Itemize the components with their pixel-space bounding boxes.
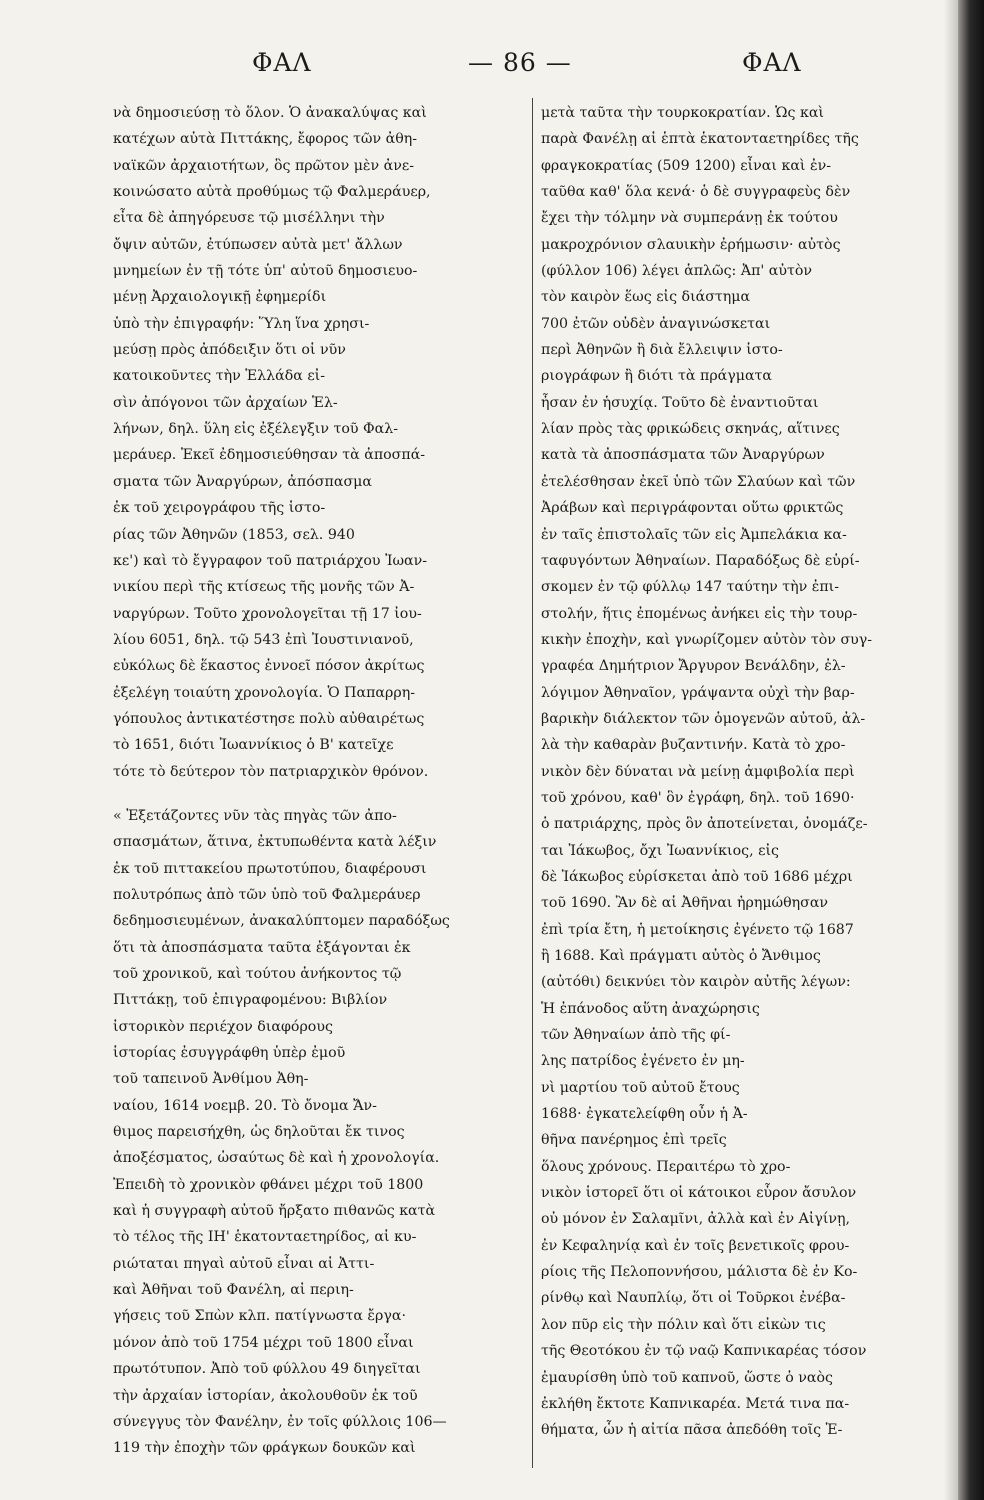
text-line: μόνον ἀπὸ τοῦ 1754 μέχρι τοῦ 1800 εἶναι xyxy=(113,1334,414,1351)
text-line: 119 τὴν ἐποχὴν τῶν φράγκων δουκῶν καὶ xyxy=(113,1440,416,1457)
text-line: ταφυγόντων Ἀθηναίων. Παραδόξως δὲ εὑρί- xyxy=(541,552,860,569)
text-line: μεράυερ. Ἐκεῖ ἐδημοσιεύθησαν τὰ ἀποσπά- xyxy=(113,447,426,464)
text-line: ἦσαν ἐν ἡσυχίᾳ. Τοῦτο δὲ ἐναντιοῦται xyxy=(541,394,819,411)
text-line: μνημείων ἐν τῇ τότε ὑπ' αὐτοῦ δημοσιευο- xyxy=(113,263,418,280)
text-line: ρίοις τῆς Πελοποννήσου, μάλιστα δὲ ἐν Κο- xyxy=(541,1264,858,1281)
text-line: ταῦθα καθ' ὅλα κενά· ὁ δὲ συγγραφεὺς δὲν xyxy=(541,184,851,201)
text-line: λον πῦρ εἰς τὴν πόλιν καὶ ὅτι εἰκὼν τις xyxy=(541,1316,826,1333)
text-line: κε') καὶ τὸ ἔγγραφον τοῦ πατριάρχου Ἰωαν- xyxy=(113,552,428,569)
text-line: ἐτελέσθησαν ἐκεῖ ὑπὸ τῶν Σλαύων καὶ τῶν xyxy=(541,473,856,490)
text-line: μετὰ ταῦτα τὴν τουρκοκρατίαν. Ὡς καὶ xyxy=(541,105,824,121)
text-line: ὑπὸ τὴν ἐπιγραφήν: Ὕλη ἵνα χρησι- xyxy=(113,315,370,332)
text-line: σὶν ἀπόγονοι τῶν ἀρχαίων Ἑλ- xyxy=(113,394,338,411)
text-line: (αὐτόθι) δεικνύει τὸν καιρὸν αὐτῆς λέγων: xyxy=(541,974,851,991)
text-line: τὸν καιρὸν ἕως εἰς διάστημα xyxy=(541,289,751,306)
text-line: 1688· ἐγκατελείφθη οὖν ἡ Ἀ- xyxy=(541,1106,748,1123)
text-line: ναίου, 1614 νοεμβ. 20. Τὸ ὄνομα Ἄν- xyxy=(113,1097,377,1114)
text-line: θιμος παρεισήχθη, ὡς δηλοῦται ἔκ τινος xyxy=(113,1124,405,1141)
right-column xyxy=(541,100,949,1444)
text-line: νὶ μαρτίου τοῦ αὐτοῦ ἔτους xyxy=(541,1079,740,1096)
text-line: στολήν, ἥτις ἐπομένως ἀνήκει εἰς τὴν τουρ- xyxy=(541,605,858,622)
text-line: ἢ 1688. Καὶ πράγματι αὐτὸς ὁ Ἄνθιμος xyxy=(541,948,821,964)
text-line: ὅλους χρόνους. Περαιτέρω τὸ χρο- xyxy=(541,1158,791,1175)
text-line: νικὸν δὲν δύναται νὰ μείνῃ ἀμφιβολία περὶ xyxy=(541,763,855,780)
text-line: ται Ἰάκωβος, ὄχι Ἰωαννίκιος, εἰς xyxy=(541,842,779,859)
text-line: ἐμαυρίσθη ὑπὸ τοῦ καπνοῦ, ὥστε ὁ ναὸς xyxy=(541,1369,833,1386)
text-line: σύνεγγυς τὸν Φανέλην, ἐν τοῖς φύλλοις 106— xyxy=(113,1413,447,1430)
text-line: οὐ μόνον ἐν Σαλαμῖνι, ἀλλὰ καὶ ἐν Αἰγίνῃ, xyxy=(541,1211,851,1228)
text-line: καὶ Ἀθῆναι τοῦ Φανέλη, αἱ περιη- xyxy=(113,1282,354,1299)
text-line: μεύσῃ πρὸς ἀπόδειξιν ὅτι οἱ νῦν xyxy=(113,342,346,359)
text-line: λόγιμον Ἀθηναῖον, γράψαντα οὐχὶ τὴν βαρ- xyxy=(541,684,855,701)
text-line: ἱστορικὸν περιέχον διαφόρους xyxy=(113,1018,333,1035)
text-line: τὸ τέλος τῆς ΙΗ' ἑκατονταετηρίδος, αἱ κυ- xyxy=(113,1229,417,1246)
text-line: καὶ ἡ συγγραφὴ αὐτοῦ ἤρξατο πιθανῶς κατὰ xyxy=(113,1203,436,1220)
text-line: ἐπὶ τρία ἔτη, ἡ μετοίκησις ἐγένετο τῷ 1687 xyxy=(541,921,854,938)
text-line: γραφέα Δημήτριον Ἄργυρον Βενάλδην, ἐλ- xyxy=(541,658,846,675)
text-line: Ἡ ἐπάνοδος αὕτη ἀναχώρησις xyxy=(541,1000,760,1017)
running-head-right: ΦΑΛ xyxy=(742,48,802,77)
text-line: θῆνα πανέρημος ἐπὶ τρεῖς xyxy=(541,1132,727,1149)
book-spine-shadow xyxy=(958,0,984,1500)
text-line: θήματα, ὧν ἡ αἰτία πᾶσα ἀπεδόθη τοῖς Ἑ- xyxy=(541,1422,843,1439)
text-line: ναϊκῶν ἀρχαιοτήτων, ὃς πρῶτον μὲν ἀνε- xyxy=(113,157,415,174)
text-line: ναργύρων. Τοῦτο χρονολογεῖται τῇ 17 ἰου- xyxy=(113,605,422,622)
text-line: Πιττάκῃ, τοῦ ἐπιγραφομένου: Βιβλίον xyxy=(113,992,388,1009)
text-line: σπασμάτων, ἅτινα, ἐκτυπωθέντα κατὰ λέξιν xyxy=(113,834,437,851)
text-line: τὴν ἀρχαίαν ἱστορίαν, ἀκολουθοῦν ἐκ τοῦ xyxy=(113,1387,418,1404)
text-line: πολυτρόπως ἀπὸ τῶν ὑπὸ τοῦ Φαλμεράυερ xyxy=(113,886,421,903)
text-line: τῶν Ἀθηναίων ἀπὸ τῆς φί- xyxy=(541,1027,731,1044)
page-number: — 86 — xyxy=(468,48,572,77)
text-line: ἱστορίας ἐσυγγράφθη ὑπὲρ ἐμοῦ xyxy=(113,1045,346,1062)
text-line: ρίας τῶν Ἀθηνῶν (1853, σελ. 940 xyxy=(113,526,355,543)
text-line: παρὰ Φανέλῃ αἱ ἑπτὰ ἑκατονταετηρίδες τῆς xyxy=(541,131,859,148)
text-line: περὶ Ἀθηνῶν ἢ διὰ ἔλλειψιν ἱστο- xyxy=(541,342,783,359)
text-line: κοινώσατο αὐτὰ προθύμως τῷ Φαλμεράυερ, xyxy=(113,184,431,201)
text-line: κατέχων αὐτὰ Πιττάκης, ἔφορος τῶν ἀθη- xyxy=(113,131,418,148)
text-line: εὐκόλως δὲ ἕκαστος ἐννοεῖ πόσον ἀκρίτως xyxy=(113,658,425,675)
text-line: σματα τῶν Ἀναργύρων, ἀπόσπασμα xyxy=(113,473,372,490)
text-line: τῆς Θεοτόκου ἐν τῷ ναῷ Καπνικαρέας τόσον xyxy=(541,1343,867,1360)
text-line: τὸ 1651, διότι Ἰωαννίκιος ὁ Β' κατεῖχε xyxy=(113,737,394,754)
text-line: ὅτι τὰ ἀποσπάσματα ταῦτα ἐξάγονται ἐκ xyxy=(113,939,411,956)
text-line: τοῦ 1690. Ἂν δὲ αἱ Ἀθῆναι ἠρημώθησαν xyxy=(541,895,829,912)
text-line: λὰ τὴν καθαρὰν βυζαντινήν. Κατὰ τὸ χρο- xyxy=(541,737,846,754)
paragraph-gap xyxy=(113,785,515,803)
text-line: νὰ δημοσιεύσῃ τὸ ὅλον. Ὁ ἀνακαλύψας καὶ xyxy=(113,105,427,121)
running-head-left: ΦΑΛ xyxy=(252,48,312,77)
text-line: ὁ πατριάρχης, πρὸς ὃν ἀποτείνεται, ὀνομάζε- xyxy=(541,816,868,833)
text-line: ἐκ τοῦ χειρογράφου τῆς ἱστο- xyxy=(113,500,326,517)
text-line: ρίνθῳ καὶ Ναυπλίῳ, ὅτι οἱ Τοῦρκοι ἐνέβα- xyxy=(541,1290,846,1307)
text-line: κατοικοῦντες τὴν Ἑλλάδα εἰ- xyxy=(113,368,326,385)
text-line: γήσεις τοῦ Σπὼν κλπ. πατίγνωστα ἔργα· xyxy=(113,1308,406,1325)
text-line: δὲ Ἰάκωβος εὑρίσκεται ἀπὸ τοῦ 1686 μέχρι xyxy=(541,868,853,885)
text-line: « Ἐξετάζοντες νῦν τὰς πηγὰς τῶν ἀπο- xyxy=(113,807,397,824)
text-line: ἐκ τοῦ πιττακείου πρωτοτύπου, διαφέρουσι xyxy=(113,860,427,877)
column-divider xyxy=(532,98,533,1468)
text-line: βαρικὴν διάλεκτον τῶν ὁμογενῶν αὐτοῦ, ἀλ- xyxy=(541,710,866,727)
text-line: 700 ἐτῶν οὐδὲν ἀναγινώσκεται xyxy=(541,315,771,332)
text-line: ὄψιν αὐτῶν, ἐτύπωσεν αὐτὰ μετ' ἄλλων xyxy=(113,236,403,253)
text-line: ἔχει τὴν τόλμην νὰ συμπεράνῃ ἐκ τούτου xyxy=(541,210,838,227)
text-line: Ἐπειδὴ τὸ χρονικὸν φθάνει μέχρι τοῦ 1800 xyxy=(113,1176,424,1193)
text-line: νικὸν ἱστορεῖ ὅτι οἱ κάτοικοι εὗρον ἄσυλον xyxy=(541,1185,857,1202)
text-line: τότε τὸ δεύτερον τὸν πατριαρχικὸν θρόνον. xyxy=(113,763,429,780)
text-line: εἶτα δὲ ἀπηγόρευσε τῷ μισέλληνι τὴν xyxy=(113,210,385,227)
text-line: πρωτότυπον. Ἀπὸ τοῦ φύλλου 49 διηγεῖται xyxy=(113,1361,421,1378)
text-line: νικίου περὶ τῆς κτίσεως τῆς μονῆς τῶν Ἀ- xyxy=(113,579,415,596)
left-column xyxy=(113,100,515,1462)
text-line: τοῦ χρονικοῦ, καὶ τούτου ἀνήκοντος τῷ xyxy=(113,966,402,982)
text-line: (φύλλον 106) λέγει ἁπλῶς: Ἀπ' αὐτὸν xyxy=(541,263,813,280)
text-line: λίου 6051, δηλ. τῷ 543 ἐπὶ Ἰουστινιανοῦ, xyxy=(113,631,414,648)
text-line: δεδημοσιευμένων, ἀνακαλύπτομεν παραδόξως xyxy=(113,913,450,930)
text-line: μένῃ Ἀρχαιολογικῇ ἐφημερίδι xyxy=(113,289,327,306)
text-line: φραγκοκρατίας (509 1200) εἶναι καὶ ἐν- xyxy=(541,157,831,174)
text-line: ἐν ταῖς ἐπιστολαῖς τῶν εἰς Ἀμπελάκια κα- xyxy=(541,526,847,543)
text-line: ἀποξέσματος, ὡσαύτως δὲ καὶ ἡ χρονολογία. xyxy=(113,1150,440,1167)
page-header xyxy=(100,48,960,88)
text-line: γόπουλος ἀντικατέστησε πολὺ αὐθαιρέτως xyxy=(113,710,425,727)
text-line: λίαν πρὸς τὰς φρικώδεις σκηνάς, αἵτινες xyxy=(541,421,840,438)
text-line: ριώταται πηγαὶ αὐτοῦ εἶναι αἱ Ἀττι- xyxy=(113,1255,375,1272)
text-line: λης πατρίδος ἐγένετο ἐν μη- xyxy=(541,1053,745,1070)
text-line: Ἀράβων καὶ περιγράφονται οὕτω φρικτῶς xyxy=(541,500,844,517)
text-line: ριογράφων ἢ διότι τὰ πράγματα xyxy=(541,368,772,385)
text-line: ἐκλήθη ἔκτοτε Καπνικαρέα. Μετά τινα πα- xyxy=(541,1395,850,1412)
text-line: ἐν Κεφαληνίᾳ καὶ ἐν τοῖς βενετικοῖς φρου- xyxy=(541,1237,850,1254)
text-line: τοῦ χρόνου, καθ' ὃν ἐγράφη, δηλ. τοῦ 1690· xyxy=(541,789,855,806)
text-line: μακροχρόνιον σλαυικὴν ἐρήμωσιν· αὐτὸς xyxy=(541,236,841,253)
text-line: λήνων, δηλ. ὕλη εἰς ἐξέλεγξιν τοῦ Φαλ- xyxy=(113,421,399,438)
text-line: κατὰ τὰ ἀποσπάσματα τῶν Ἀναργύρων xyxy=(541,447,825,464)
text-line: κικὴν ἐποχὴν, καὶ γνωρίζομεν αὐτὸν τὸν συγ- xyxy=(541,631,873,648)
text-line: ἐξελέγη τοιαύτη χρονολογία. Ὁ Παπαρρη- xyxy=(113,684,415,701)
text-line: σκομεν ἐν τῷ φύλλῳ 147 ταύτην τὴν ἐπι- xyxy=(541,579,839,596)
text-line: τοῦ ταπεινοῦ Ἀνθίμου Ἀθη- xyxy=(113,1071,309,1088)
